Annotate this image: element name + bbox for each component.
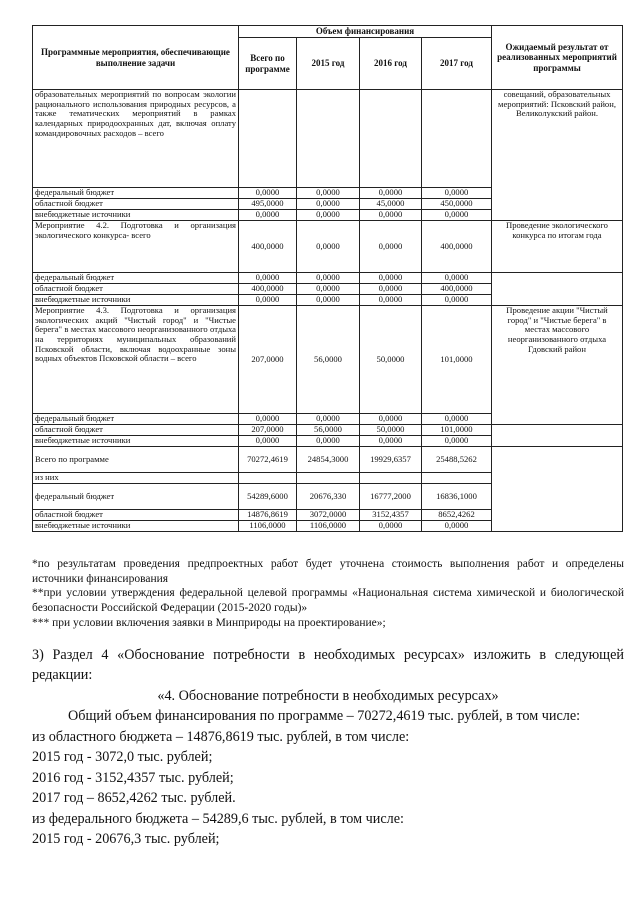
expected-result: Проведение экологического конкурса по итогам года bbox=[492, 221, 623, 273]
cell-total: 0,0000 bbox=[239, 210, 297, 221]
cell-2015: 0,0000 bbox=[297, 436, 360, 447]
cell-2016: 50,0000 bbox=[360, 425, 422, 436]
header-2017: 2017 год bbox=[422, 38, 492, 90]
cell-2016: 16777,2000 bbox=[360, 484, 422, 510]
cell-2015: 0,0000 bbox=[297, 210, 360, 221]
header-2015: 2015 год bbox=[297, 38, 360, 90]
cell-2016: 50,0000 bbox=[360, 306, 422, 414]
cell-2016: 45,0000 bbox=[360, 199, 422, 210]
section-heading: «4. Обоснование потребности в необходимых ресурсах» bbox=[157, 687, 499, 704]
cell-2016: 0,0000 bbox=[360, 295, 422, 306]
cell-2017: 0,0000 bbox=[422, 414, 492, 425]
table-row bbox=[33, 306, 623, 414]
cell-2016: 0,0000 bbox=[360, 521, 422, 532]
cell-2017: 8652,4262 bbox=[422, 510, 492, 521]
cell-2015: 0,0000 bbox=[297, 295, 360, 306]
cell-2017: 0,0000 bbox=[422, 521, 492, 532]
row-desc: Мероприятие 4.2. Подготовка и организация экологического конкурса- всего bbox=[33, 221, 239, 273]
cell-2017: 0,0000 bbox=[422, 273, 492, 284]
table-row bbox=[33, 90, 623, 188]
empty-result-cell bbox=[492, 425, 623, 447]
cell-total: 54289,6000 bbox=[239, 484, 297, 510]
row-desc: внебюджетные источники bbox=[33, 210, 239, 221]
cell-2015 bbox=[297, 90, 360, 188]
cell-2015: 0,0000 bbox=[297, 221, 360, 273]
expected-result: Проведение акции "Чистый город" и "Чистые берега" в местах массового неорганизованного отдыха Гдовский район bbox=[492, 306, 623, 425]
cell-2017: 25488,5262 bbox=[422, 447, 492, 473]
cell-total: 495,0000 bbox=[239, 199, 297, 210]
row-desc: федеральный бюджет bbox=[33, 188, 239, 199]
cell-2017: 0,0000 bbox=[422, 188, 492, 199]
footnotes bbox=[32, 557, 624, 631]
paragraph-total-funding: Общий объем финансирования по программе – 70272,4619 тыс. рублей, в том числе: bbox=[68, 708, 581, 725]
footnote-2: **при условии утверждения федеральной целевой программы «Национальная система химической и биологической безопасности Российской Федерации (2015-2020 годы)» bbox=[32, 587, 624, 615]
paragraph-section-change: 3) Раздел 4 «Обоснование потребности в необходимых ресурсах» изложить в следующей редакции: bbox=[32, 647, 624, 684]
cell-total: 400,0000 bbox=[239, 284, 297, 295]
paragraph-federal-budget: из федерального бюджета – 54289,6 тыс. рублей, в том числе: bbox=[32, 810, 404, 827]
row-desc: областной бюджет bbox=[33, 425, 239, 436]
row-desc: областной бюджет bbox=[33, 510, 239, 521]
row-desc: областной бюджет bbox=[33, 284, 239, 295]
cell-2016: 0,0000 bbox=[360, 273, 422, 284]
cell-total: 1106,0000 bbox=[239, 521, 297, 532]
cell-2015: 24854,3000 bbox=[297, 447, 360, 473]
cell-2016: 0,0000 bbox=[360, 221, 422, 273]
cell-2016: 0,0000 bbox=[360, 284, 422, 295]
cell-total: 207,0000 bbox=[239, 425, 297, 436]
row-desc: внебюджетные источники bbox=[33, 295, 239, 306]
expected-result: совещаний, образовательных мероприятий: Псковский район, Великолукский район. bbox=[492, 90, 623, 221]
header-2016: 2016 год bbox=[360, 38, 422, 90]
cell-total: 400,0000 bbox=[239, 221, 297, 273]
document-body bbox=[32, 645, 624, 849]
row-desc: федеральный бюджет bbox=[33, 414, 239, 425]
empty-result-cell bbox=[492, 273, 623, 306]
paragraph-regional-budget: из областного бюджета – 14876,8619 тыс. рублей, в том числе: bbox=[32, 728, 410, 745]
header-total: Всего по программе bbox=[239, 38, 297, 90]
row-desc: Мероприятие 4.3. Подготовка и организация экологических акций "Чистый город" и "Чистые берега" в местах массового неорганизованного отдыха на территориях муниципальных образований Псковской области, включая водоохранные зоны водных объектов Псковской области – всего bbox=[33, 306, 239, 414]
cell-total: 0,0000 bbox=[239, 436, 297, 447]
cell-2017 bbox=[422, 90, 492, 188]
cell-total: 0,0000 bbox=[239, 188, 297, 199]
cell-2017: 0,0000 bbox=[422, 295, 492, 306]
cell-2017: 450,0000 bbox=[422, 199, 492, 210]
row-desc: федеральный бюджет bbox=[33, 273, 239, 284]
row-desc: внебюджетные источники bbox=[33, 436, 239, 447]
cell-2016 bbox=[360, 90, 422, 188]
cell-2016: 0,0000 bbox=[360, 188, 422, 199]
cell-2017: 101,0000 bbox=[422, 425, 492, 436]
line-2015-regional: 2015 год - 3072,0 тыс. рублей; bbox=[32, 749, 213, 766]
table-row-total bbox=[33, 447, 623, 473]
cell-2016: 3152,4357 bbox=[360, 510, 422, 521]
cell-total: 0,0000 bbox=[239, 273, 297, 284]
row-desc: Всего по программе bbox=[33, 447, 239, 473]
cell-2015: 0,0000 bbox=[297, 188, 360, 199]
table-row bbox=[33, 425, 623, 436]
header-activities: Программные мероприятия, обеспечивающие выполнение задачи bbox=[33, 26, 239, 90]
header-funding: Объем финансирования bbox=[239, 26, 492, 38]
cell-2015: 3072,0000 bbox=[297, 510, 360, 521]
cell-total: 0,0000 bbox=[239, 295, 297, 306]
row-desc: из них bbox=[33, 473, 239, 484]
row-desc: внебюджетные источники bbox=[33, 521, 239, 532]
cell-2017: 0,0000 bbox=[422, 436, 492, 447]
footnote-1: *по результатам проведения предпроектных работ будет уточнена стоимость выполнения работ и определены источники финансирования bbox=[32, 558, 624, 585]
cell-2017 bbox=[422, 473, 492, 484]
cell-2015: 0,0000 bbox=[297, 414, 360, 425]
cell-total: 0,0000 bbox=[239, 414, 297, 425]
empty-result-cell bbox=[492, 447, 623, 532]
cell-2017: 400,0000 bbox=[422, 284, 492, 295]
cell-2016: 0,0000 bbox=[360, 436, 422, 447]
cell-2015: 1106,0000 bbox=[297, 521, 360, 532]
cell-2016: 0,0000 bbox=[360, 210, 422, 221]
cell-2015: 0,0000 bbox=[297, 273, 360, 284]
cell-2017: 16836,1000 bbox=[422, 484, 492, 510]
cell-total bbox=[239, 90, 297, 188]
cell-total: 70272,4619 bbox=[239, 447, 297, 473]
line-2016-regional: 2016 год - 3152,4357 тыс. рублей; bbox=[32, 769, 234, 786]
line-2017-regional: 2017 год – 8652,4262 тыс. рублей. bbox=[32, 790, 236, 807]
cell-2015 bbox=[297, 473, 360, 484]
cell-2016 bbox=[360, 473, 422, 484]
cell-total bbox=[239, 473, 297, 484]
line-2015-federal: 2015 год - 20676,3 тыс. рублей; bbox=[32, 830, 220, 847]
cell-2016: 19929,6357 bbox=[360, 447, 422, 473]
footnote-3: *** при условии включения заявки в Минприроды на проектирование»; bbox=[32, 616, 386, 629]
row-desc: образовательных мероприятий по вопросам экологии рационального использования природных ресурсов, а также тематических мероприятий в рамках календарных природоохранных дат, включая оплату командировочных расходов – всего bbox=[33, 90, 239, 188]
cell-total: 14876,8619 bbox=[239, 510, 297, 521]
cell-2015: 0,0000 bbox=[297, 199, 360, 210]
cell-2015: 56,0000 bbox=[297, 425, 360, 436]
cell-2015: 0,0000 bbox=[297, 284, 360, 295]
cell-total: 207,0000 bbox=[239, 306, 297, 414]
table-row bbox=[33, 221, 623, 273]
row-desc: федеральный бюджет bbox=[33, 484, 239, 510]
table-row bbox=[33, 273, 623, 284]
cell-2017: 400,0000 bbox=[422, 221, 492, 273]
cell-2017: 0,0000 bbox=[422, 210, 492, 221]
cell-2016: 0,0000 bbox=[360, 414, 422, 425]
header-expected-result: Ожидаемый результат от реализованных мероприятий программы bbox=[492, 26, 623, 90]
financing-table bbox=[32, 25, 623, 532]
cell-2017: 101,0000 bbox=[422, 306, 492, 414]
cell-2015: 20676,330 bbox=[297, 484, 360, 510]
cell-2015: 56,0000 bbox=[297, 306, 360, 414]
row-desc: областной бюджет bbox=[33, 199, 239, 210]
